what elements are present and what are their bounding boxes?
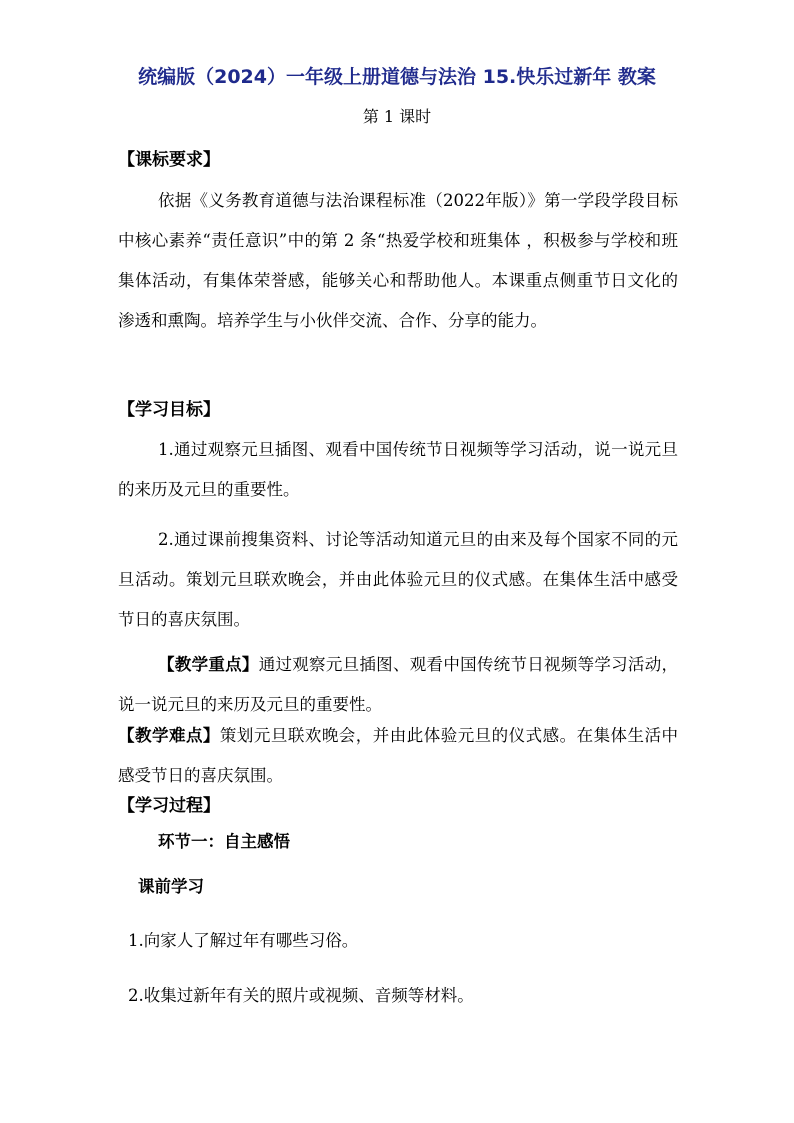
stage-1-title: 环节一：自主感悟 [158,832,290,851]
pre-study-title: 课前学习 [138,877,204,896]
curriculum-heading: 【课标要求】 [118,150,220,170]
key-point-text: 通过观察元旦插图、观看中国传统节日视频等学习活动，说一说元旦的来历及元旦的重要性。 [118,655,679,714]
document-title: 统编版（2024）一年级上册道德与法治 15.快乐过新年 教案 [138,66,656,88]
key-point-paragraph [118,645,678,725]
pre-study-task-1: 1.向家人了解过年有哪些习俗。 [128,931,359,950]
objectives-heading: 【学习目标】 [118,400,220,420]
difficulty-label: 【教学难点】 [118,726,220,745]
process-heading: 【学习过程】 [118,796,220,816]
objective-item-1: 1.通过观察元旦插图、观看中国传统节日视频等学习活动，说一说元旦的来历及元旦的重要性。 [118,440,678,499]
difficulty-text: 策划元旦联欢晚会，并由此体验元旦的仪式感。在集体生活中感受节日的喜庆氛围。 [118,726,678,785]
objective-item-2: 2.通过课前搜集资料、讨论等活动知道元旦的由来及每个国家不同的元旦活动。策划元旦联欢晚会，并由此体验元旦的仪式感。在集体生活中感受节日的喜庆氛围。 [118,530,678,629]
curriculum-text: 依据《义务教育道德与法治课程标准（2022年版）》第一学段学段目标中核心素养“责任意识”中的第 2 条“热爱学校和班集体 ，积极参与学校和班集体活动，有集体荣誉感，能够关心和帮助他人。本课重点侧重节日文化的渗透和熏陶。培养学生与小伙伴交流、合作、分享的能力。 [118,191,678,330]
pre-study-task-2: 2.收集过新年有关的照片或视频、音频等材料。 [128,986,474,1005]
lesson-period: 第 1 课时 [362,107,432,126]
difficulty-paragraph [118,716,678,796]
key-point-label: 【教学重点】 [158,655,259,674]
